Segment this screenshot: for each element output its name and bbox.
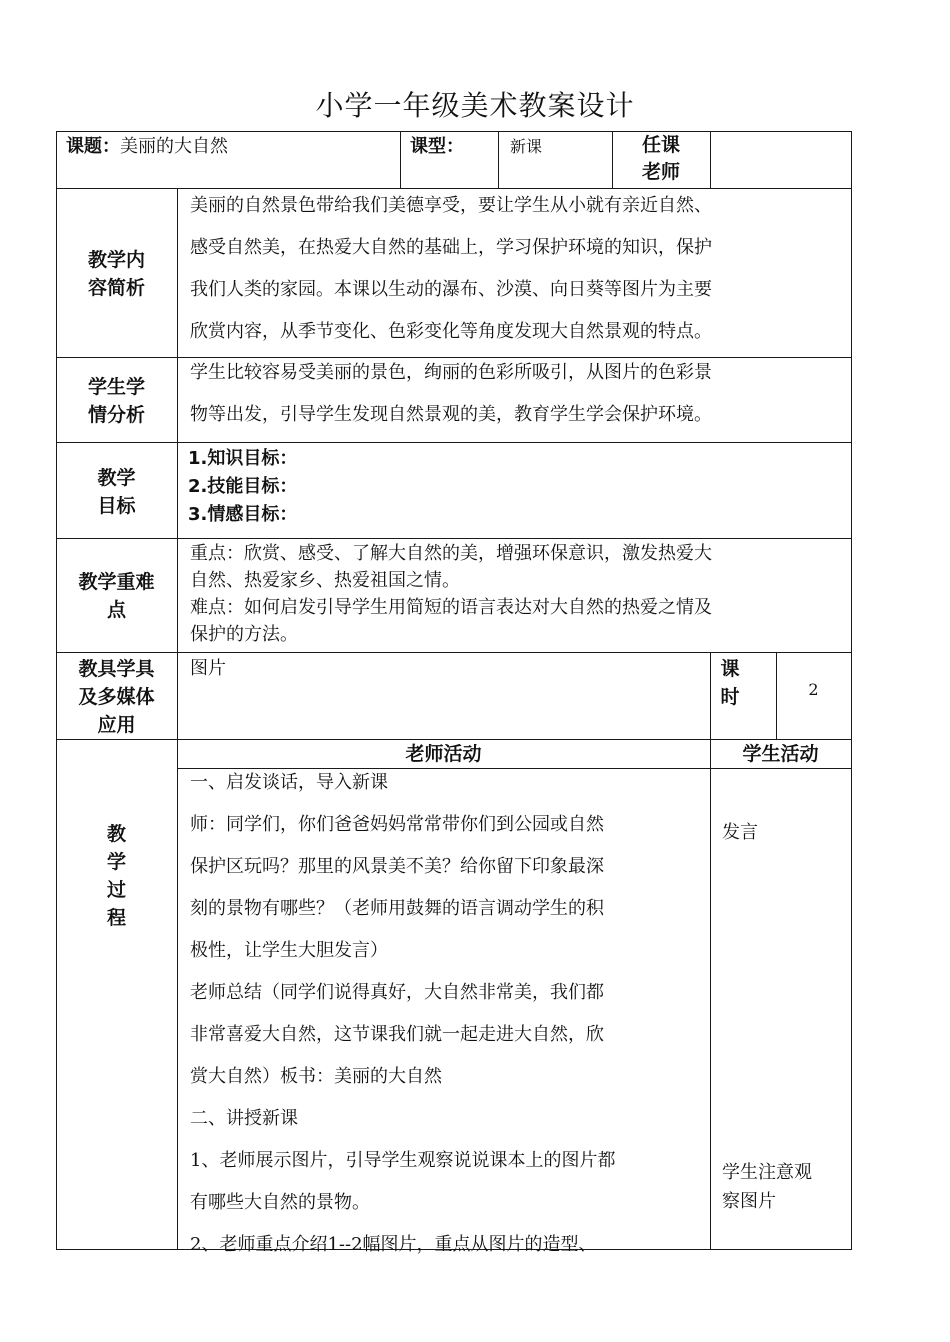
difficulty-line: 难点：如何启发引导学生用简短的语言表达对大自然的热爱之情及 xyxy=(190,597,712,618)
teacher-line: 1、老师展示图片，引导学生观察说说课本上的图片都 xyxy=(190,1150,616,1171)
teacher-line: 一、启发谈话，导入新课 xyxy=(190,772,388,793)
content-line: 美丽的自然景色带给我们美德享受，要让学生从小就有亲近自然、 xyxy=(190,195,712,216)
analysis-line: 学生比较容易受美丽的景色，绚丽的色彩所吸引，从图片的色彩景 xyxy=(190,362,712,383)
analysis-label: 学生学 情分析 xyxy=(87,376,145,426)
difficulty-line: 保护的方法。 xyxy=(190,624,298,645)
type-label: 课型： xyxy=(410,136,464,157)
teacher-activity-text xyxy=(190,762,615,1266)
tools-value: 图片 xyxy=(190,658,226,679)
teacher-line: 师：同学们，你们爸爸妈妈常常带你们到公园或自然 xyxy=(190,814,604,835)
goals-label: 教学 目标 xyxy=(97,467,136,517)
analysis-text xyxy=(190,352,712,436)
teacher-line: 2、老师重点介绍1--2幅图片，重点从图片的造型、 xyxy=(190,1234,597,1255)
content-line: 欣赏内容，从季节变化、色彩变化等角度发现大自然景观的特点。 xyxy=(190,321,712,342)
difficulty-line: 自然、热爱家乡、热爱祖国之情。 xyxy=(190,570,460,591)
teacher-line: 刻的景物有哪些？（老师用鼓舞的语言调动学生的积 xyxy=(190,898,604,919)
teacher-label: 任课 老师 xyxy=(641,134,680,183)
goal-item: 2.技能目标： xyxy=(188,476,298,497)
teacher-line: 赏大自然）板书：美丽的大自然 xyxy=(190,1066,442,1087)
content-line: 我们人类的家园。本课以生动的瀑布、沙漠、向日葵等图片为主要 xyxy=(190,279,712,300)
content-label: 教学内 容简析 xyxy=(87,249,145,299)
teacher-line: 保护区玩吗？那里的风景美不美？给你留下印象最深 xyxy=(190,856,604,877)
difficulty-text xyxy=(190,540,712,648)
teacher-line: 极性，让学生大胆发言） xyxy=(190,940,388,961)
topic-label: 课题： xyxy=(66,136,120,157)
student-note-observe: 学生注意观 察图片 xyxy=(722,1162,812,1212)
goals-list xyxy=(188,445,297,529)
teacher-activity-header: 老师活动 xyxy=(405,743,482,765)
topic-value: 美丽的大自然 xyxy=(120,136,228,157)
difficulty-label: 教学重难 点 xyxy=(78,571,155,621)
analysis-line: 物等出发，引导学生发现自然景观的美，教育学生学会保护环境。 xyxy=(190,404,712,425)
type-value: 新课 xyxy=(510,137,543,156)
student-note-speak: 发言 xyxy=(722,822,758,843)
goal-item: 1.知识目标： xyxy=(188,448,298,469)
hours-value: 2 xyxy=(808,680,819,699)
content-text xyxy=(190,185,712,353)
content-line: 感受自然美，在热爱大自然的基础上，学习保护环境的知识，保护 xyxy=(190,237,712,258)
teacher-line: 二、讲授新课 xyxy=(190,1108,298,1129)
page-title: 小学一年级美术教案设计 xyxy=(315,89,635,122)
topic-cell xyxy=(66,126,228,168)
tools-label: 教具学具 及多媒体 应用 xyxy=(78,658,155,736)
goal-item: 3.情感目标： xyxy=(188,504,298,525)
teacher-line: 有哪些大自然的景物。 xyxy=(190,1192,370,1213)
hours-label: 课 时 xyxy=(720,658,740,708)
difficulty-line: 重点：欣赏、感受、了解大自然的美，增强环保意识，激发热爱大 xyxy=(190,543,712,564)
teacher-line: 老师总结（同学们说得真好，大自然非常美，我们都 xyxy=(190,982,604,1003)
process-label: 教 学 过 程 xyxy=(106,823,126,929)
student-activity-header: 学生活动 xyxy=(742,743,819,765)
teacher-line: 非常喜爱大自然，这节课我们就一起走进大自然，欣 xyxy=(190,1024,604,1045)
